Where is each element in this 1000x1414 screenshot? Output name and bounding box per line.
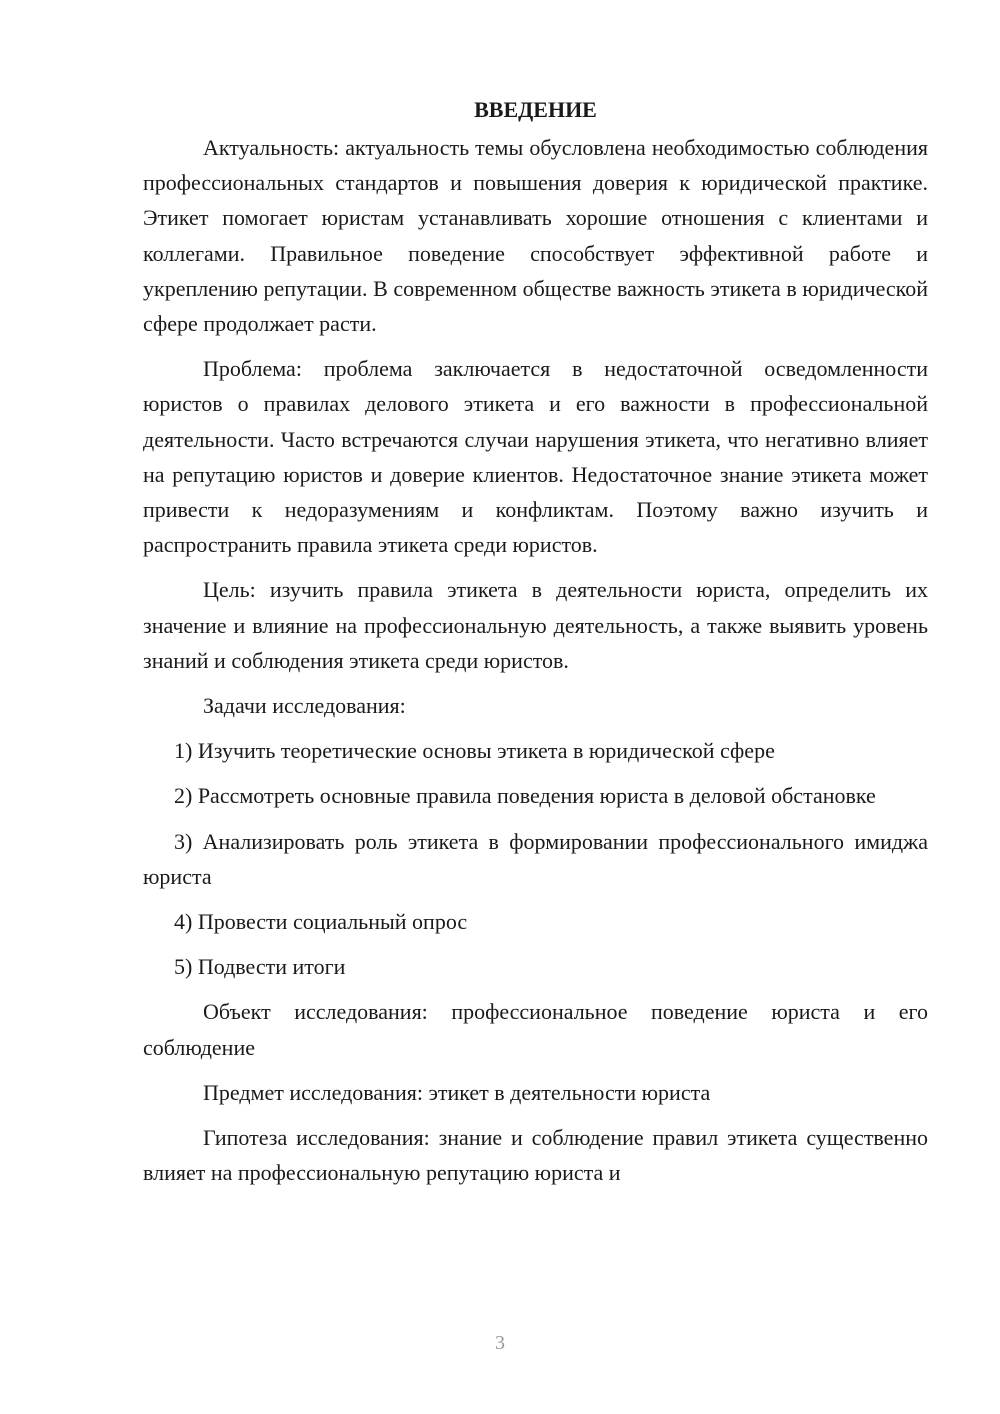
paragraph-subject: Предмет исследования: этикет в деятельности юриста bbox=[203, 1079, 711, 1105]
list-item: 2) Рассмотреть основные правила поведения юриста в деловой обстановке bbox=[174, 783, 876, 809]
document-page bbox=[143, 92, 928, 1322]
section-title: ВВЕДЕНИЕ bbox=[474, 97, 597, 122]
paragraph-object: Объект исследования: профессиональное поведение юриста и его соблюдение bbox=[143, 999, 928, 1060]
tasks-heading: Задачи исследования: bbox=[203, 693, 406, 719]
paragraph-relevance: Актуальность: актуальность темы обусловлена необходимостью соблюдения профессиональных стандартов и повышения доверия к юридической практике. Этикет помогает юристам устанавливать хорошие отношения с клиентами и коллегами. Правильное поведение способствует эффективной работе и укреплению репутации. В современном обществе важность этикета в юридической сфере продолжает расти. bbox=[143, 135, 928, 337]
paragraph-goal: Цель: изучить правила этикета в деятельности юриста, определить их значение и влияние на профессиональную деятельность, а также выявить уровень знаний и соблюдения этикета среди юристов. bbox=[143, 577, 928, 673]
tasks-list bbox=[143, 733, 928, 984]
list-item: 4) Провести социальный опрос bbox=[174, 909, 468, 935]
list-item: 3) Анализировать роль этикета в формировании профессионального имиджа юриста bbox=[143, 828, 928, 889]
list-item: 5) Подвести итоги bbox=[174, 954, 346, 980]
list-item: 1) Изучить теоретические основы этикета в юридической сфере bbox=[174, 738, 775, 764]
paragraph-hypothesis: Гипотеза исследования: знание и соблюдение правил этикета существенно влияет на профессиональную репутацию юриста и bbox=[143, 1125, 928, 1186]
paragraph-problem: Проблема: проблема заключается в недостаточной осведомленности юристов о правилах делового этикета и его важности в профессиональной деятельности. Часто встречаются случаи нарушения этикета, что негативно влияет на репутацию юристов и доверие клиентов. Недостаточное знание этикета может привести к недоразумениям и конфликтам. Поэтому важно изучить и распространить правила этикета среди юристов. bbox=[143, 356, 928, 558]
page-number: 3 bbox=[495, 1332, 505, 1354]
